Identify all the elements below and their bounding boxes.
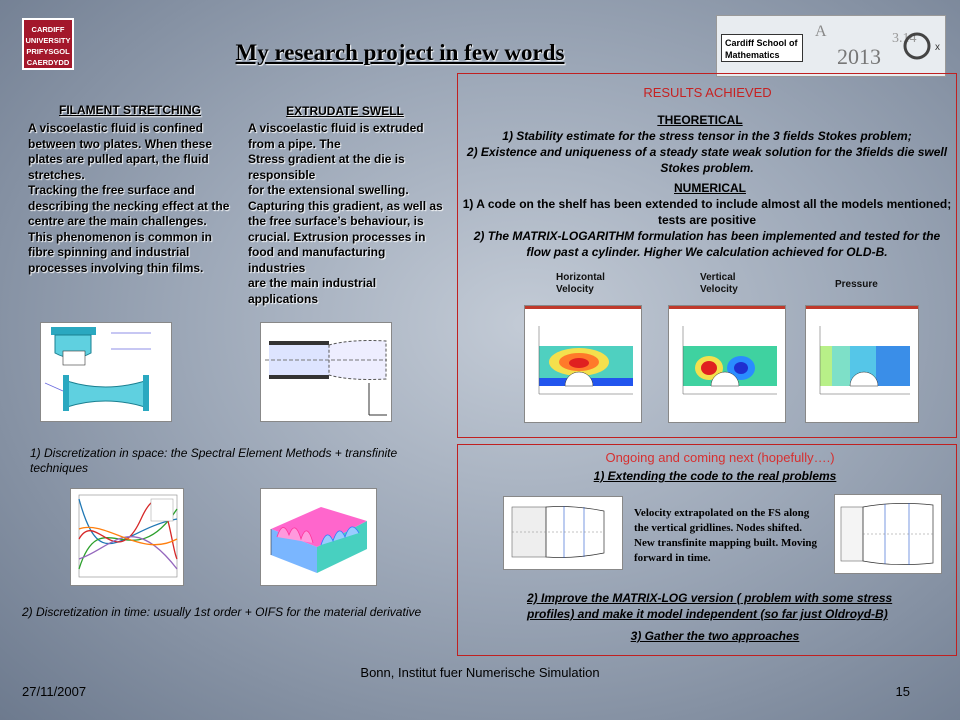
extrudate-heading: EXTRUDATE SWELL <box>286 104 404 118</box>
svg-text:2013: 2013 <box>837 44 881 69</box>
horizontal-velocity-figure <box>525 306 641 422</box>
velocity-note: Velocity extrapolated on the FS along the vertical gridlines. Nodes shifted. New transfinite mapping built. Moving forward in time. <box>634 507 818 564</box>
ongoing-item-1: 1) Extending the code to the real problems <box>593 469 837 483</box>
basis-functions-figure <box>71 489 183 585</box>
school-name-line: Cardiff School of <box>725 38 798 48</box>
filament-heading: FILAMENT STRETCHING <box>59 103 201 117</box>
free-surface-left-figure <box>504 497 622 569</box>
spectral-basis-plot <box>70 488 184 586</box>
extrudate-figure <box>261 323 391 421</box>
cardiff-university-logo <box>22 18 74 70</box>
school-of-mathematics-logo <box>716 15 946 77</box>
theoretical-heading: THEORETICAL <box>657 113 743 127</box>
extrudate-diagram <box>260 322 392 422</box>
slide-title: My research project in few words <box>235 40 565 65</box>
pressure-plot <box>805 305 919 423</box>
spectral-mesh-plot <box>260 488 377 586</box>
school-name-line: Mathematics <box>725 50 780 60</box>
filament-figure <box>41 323 171 421</box>
logo-line: CARDIFF <box>31 25 65 34</box>
page-number: 15 <box>895 684 910 699</box>
discretization-space-text: 1) Discretization in space: the Spectral Element Methods + transfinite techniques <box>30 446 398 475</box>
plot-label-vertical: Vertical Velocity <box>700 272 738 295</box>
filament-diagram <box>40 322 172 422</box>
filament-text: A viscoelastic fluid is confined between two plates. When these plates are pulled apart, the fluid stretches. Tracking the free surface and describing the necking effect at the centre are the main challenges. This phenomenon is common in fibre spinning and industrial processes involving thin films. <box>28 121 230 275</box>
horizontal-velocity-plot <box>524 305 642 423</box>
school-name-plate <box>721 34 803 62</box>
svg-text:x: x <box>935 42 940 53</box>
ongoing-title: Ongoing and coming next (hopefully….) <box>605 450 835 465</box>
free-surface-right-figure <box>835 495 941 573</box>
logo-line: CAERDYDD <box>26 58 70 67</box>
theoretical-item-1: 1) Stability estimate for the stress tensor in the 3 fields Stokes problem; <box>502 129 912 143</box>
pressure-figure <box>806 306 918 422</box>
plot-label-pressure: Pressure <box>835 279 878 290</box>
free-surface-mesh-right <box>834 494 942 574</box>
svg-text:A: A <box>815 23 827 40</box>
logo-line: PRIFYSGOL <box>26 47 70 56</box>
discretization-time-text: 2) Discretization in time: usually 1st order + OIFS for the material derivative <box>22 605 422 619</box>
footer-date: 27/11/2007 <box>22 684 87 699</box>
vertical-velocity-figure <box>669 306 785 422</box>
extrudate-text: A viscoelastic fluid is extruded from a pipe. The Stress gradient at the die is responsible for the extensional swelling. Capturing this gradient, as well as the free surface’s behaviour, is crucial. Extrusion processes in food and manufacturing industries are the main industrial applications <box>248 121 443 306</box>
ongoing-item-2: 2) Improve the MATRIX-LOG version ( problem with some stress profiles) and make it model independent (so far just Oldroyd-B) <box>527 591 893 621</box>
svg-text:3.14: 3.14 <box>892 31 917 46</box>
mesh-3d-figure <box>261 489 376 585</box>
numerical-item-1: 1) A code on the shelf has been extended to include almost all the models mentioned; tests are positive <box>462 197 952 227</box>
results-title: RESULTS ACHIEVED <box>643 85 772 100</box>
plot-label-horizontal: Horizontal Velocity <box>556 272 605 295</box>
free-surface-mesh-left <box>503 496 623 570</box>
numerical-heading: NUMERICAL <box>674 181 746 195</box>
vertical-velocity-plot <box>668 305 786 423</box>
ongoing-item-3: 3) Gather the two approaches <box>630 629 800 643</box>
footer-location: Bonn, Institut fuer Numerische Simulation <box>360 665 600 680</box>
numerical-item-2: 2) The MATRIX-LOGARITHM formulation has been implemented and tested for the flow past a cylinder. Higher We calculation achieved for OLD-B. <box>473 229 941 259</box>
logo-line: UNIVERSITY <box>25 36 71 45</box>
theoretical-item-2: 2) Existence and uniqueness of a steady state weak solution for the 3fields die swell Stokes problem. <box>466 145 948 175</box>
